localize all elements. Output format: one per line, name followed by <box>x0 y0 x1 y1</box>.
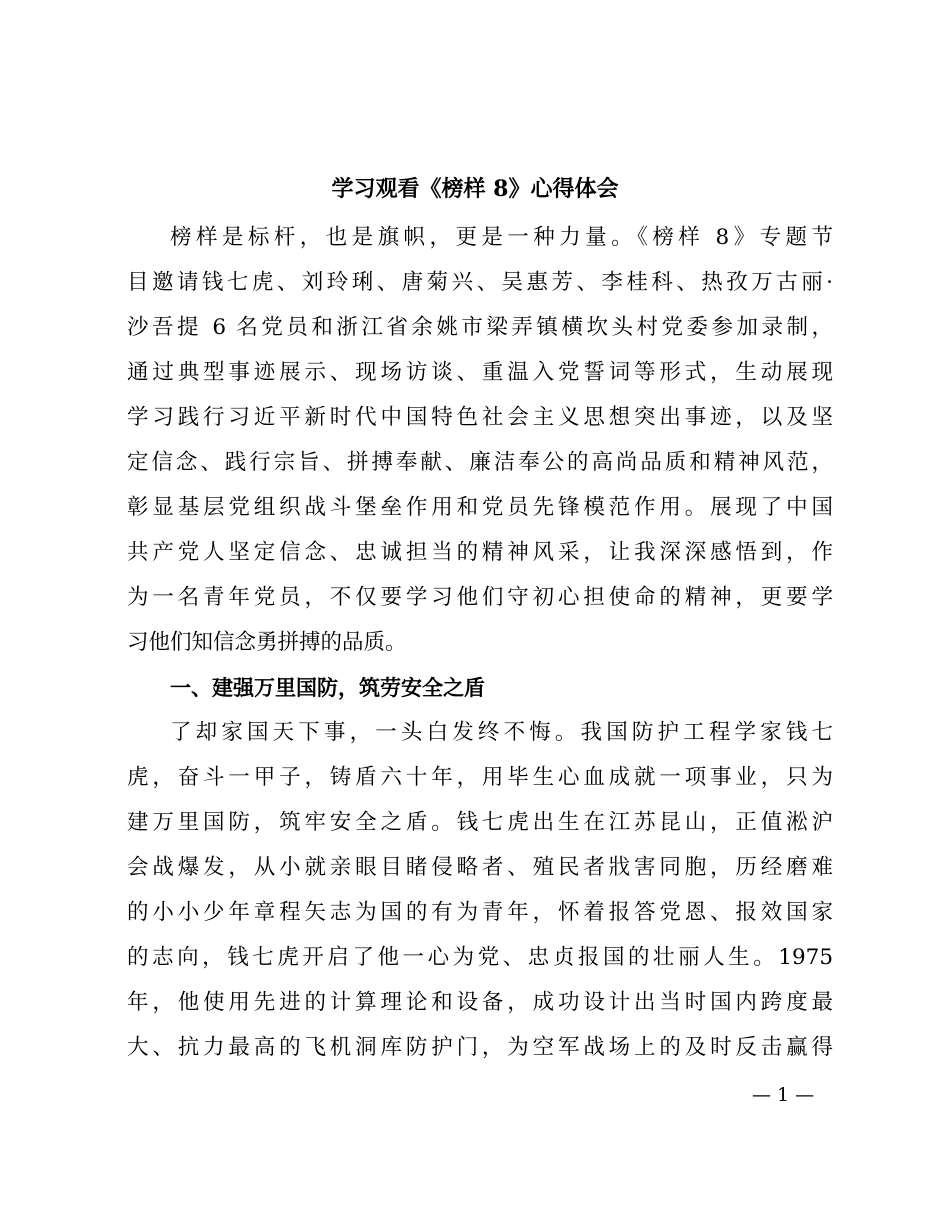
paragraph-line: 共产党人坚定信念、忠诚担当的精神风采，让我深深感悟到，作 <box>127 540 833 565</box>
paragraph-line: 目邀请钱七虎、刘玲琍、唐菊兴、吴惠芳、李桂科、热孜万古丽· <box>127 270 833 295</box>
document-title: 学习观看《榜样 8》心得体会 <box>331 176 619 202</box>
paragraph-line: 了却家国天下事，一头白发终不悔。我国防护工程学家钱七 <box>170 720 833 745</box>
paragraph-line: 沙吾提 6 名党员和浙江省余姚市梁弄镇横坎头村党委参加录制， <box>127 315 833 340</box>
paragraph-line: 通过典型事迹展示、现场访谈、重温入党誓词等形式，生动展现 <box>127 360 833 385</box>
paragraph-line: 会战爆发，从小就亲眼目睹侵略者、殖民者戕害同胞，历经磨难 <box>127 855 833 880</box>
paragraph-line: 学习践行习近平新时代中国特色社会主义思想突出事迹，以及坚 <box>127 405 833 430</box>
page-number: — 1 — <box>752 1084 815 1106</box>
section-heading: 一、建强万里国防，筑劳安全之盾 <box>170 676 485 700</box>
paragraph-line: 年，他使用先进的计算理论和设备，成功设计出当时国内跨度最 <box>127 990 833 1015</box>
paragraph-line: 的小小少年章程矢志为国的有为青年，怀着报答党恩、报效国家 <box>127 900 833 925</box>
paragraph-line: 榜样是标杆，也是旗帜，更是一种力量。《榜样 8》专题节 <box>170 225 833 250</box>
paragraph-line: 的志向，钱七虎开启了他一心为党、忠贞报国的壮丽人生。1975 <box>127 945 833 970</box>
paragraph-line: 彰显基层党组织战斗堡垒作用和党员先锋模范作用。展现了中国 <box>127 495 833 520</box>
paragraph-line: 习他们知信念勇拼搏的品质。 <box>127 630 407 655</box>
paragraph-line: 大、抗力最高的飞机洞库防护门，为空军战场上的及时反击赢得 <box>127 1035 833 1060</box>
paragraph-line: 虎，奋斗一甲子，铸盾六十年，用毕生心血成就一项事业，只为 <box>127 765 833 790</box>
paragraph-line: 建万里国防，筑牢安全之盾。钱七虎出生在江苏昆山，正值淞沪 <box>127 810 833 835</box>
paragraph-line: 定信念、践行宗旨、拼搏奉献、廉洁奉公的高尚品质和精神风范， <box>127 450 833 475</box>
paragraph-line: 为一名青年党员，不仅要学习他们守初心担使命的精神，更要学 <box>127 585 833 610</box>
